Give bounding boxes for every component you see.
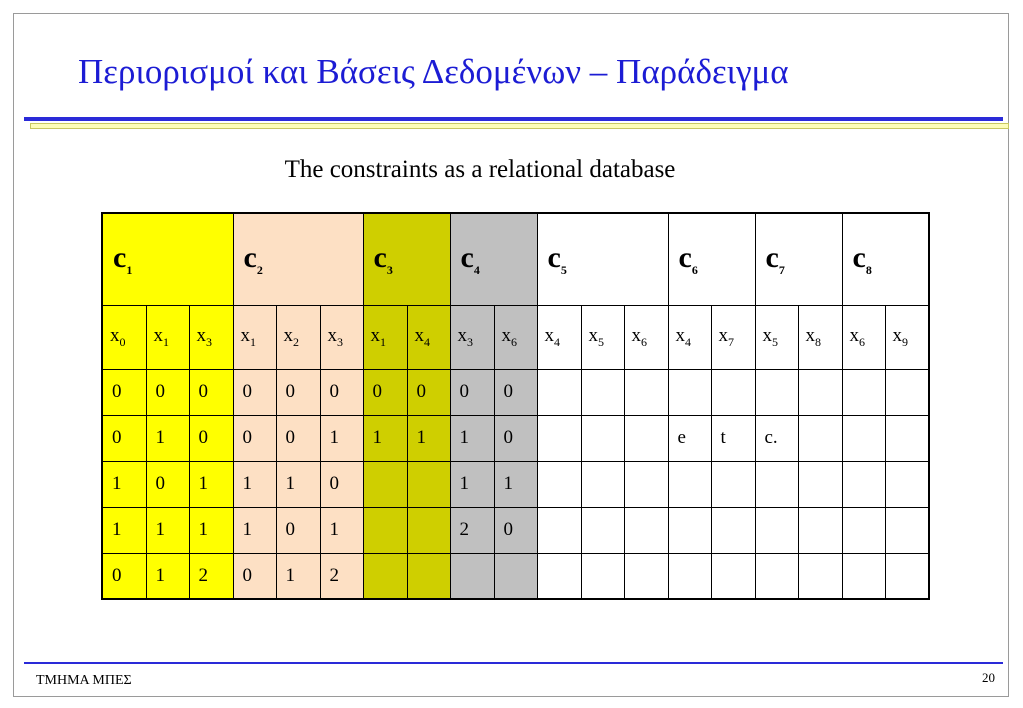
table-cell xyxy=(537,507,581,553)
table-cell: 1 xyxy=(146,553,189,599)
table-cell: 1 xyxy=(189,507,233,553)
table-cell xyxy=(581,553,624,599)
table-cell xyxy=(885,461,929,507)
table-cell xyxy=(711,461,755,507)
table-cell xyxy=(755,461,798,507)
table-cell: 0 xyxy=(450,369,494,415)
title-rule-blue xyxy=(24,117,1003,121)
title-rule-yellow xyxy=(30,123,1009,129)
table-cell: 1 xyxy=(320,507,363,553)
table-cell: t xyxy=(711,415,755,461)
table-cell: 0 xyxy=(102,415,146,461)
table-cell: 0 xyxy=(363,369,407,415)
table-cell xyxy=(537,415,581,461)
table-cell: 0 xyxy=(189,415,233,461)
table-cell: 0 xyxy=(276,415,320,461)
variable-cell: $x_4$ xyxy=(407,305,450,369)
table-cell: 2 xyxy=(320,553,363,599)
table-cell xyxy=(537,369,581,415)
table-cell: 0 xyxy=(233,415,276,461)
table-cell: 0 xyxy=(146,461,189,507)
constraint-c6: $c_6$ xyxy=(668,213,755,305)
table-cell xyxy=(842,553,885,599)
table-cell: 0 xyxy=(494,507,537,553)
table-cell xyxy=(842,415,885,461)
table-caption: The constraints as a relational database xyxy=(284,156,676,183)
table-cell xyxy=(581,507,624,553)
variable-header-row xyxy=(102,305,929,369)
variable-cell: $x_2$ xyxy=(276,305,320,369)
table-cell xyxy=(450,553,494,599)
table-cell xyxy=(363,553,407,599)
table-cell: 1 xyxy=(450,461,494,507)
table-cell xyxy=(711,553,755,599)
table-cell: 1 xyxy=(233,507,276,553)
constraint-c8: $c_8$ xyxy=(842,213,929,305)
constraint-c3: $c_3$ xyxy=(363,213,450,305)
table-cell: 1 xyxy=(494,461,537,507)
table-cell: 0 xyxy=(189,369,233,415)
table-cell xyxy=(581,369,624,415)
table-cell: 0 xyxy=(233,369,276,415)
table-cell xyxy=(885,507,929,553)
table-cell xyxy=(798,415,842,461)
table-cell xyxy=(798,369,842,415)
table-cell xyxy=(537,553,581,599)
footer-rule xyxy=(24,662,1003,664)
table-cell: 1 xyxy=(233,461,276,507)
variable-cell: $x_1$ xyxy=(146,305,189,369)
constraint-c7: $c_7$ xyxy=(755,213,842,305)
table-cell xyxy=(842,461,885,507)
variable-cell: $x_3$ xyxy=(450,305,494,369)
table-cell: 0 xyxy=(146,369,189,415)
table-cell xyxy=(581,415,624,461)
table-cell: 0 xyxy=(276,369,320,415)
table-row xyxy=(102,461,929,507)
table-cell xyxy=(798,507,842,553)
table-cell: 1 xyxy=(102,507,146,553)
table-cell: 2 xyxy=(450,507,494,553)
table-cell xyxy=(755,369,798,415)
variable-cell: $x_7$ xyxy=(711,305,755,369)
table-cell xyxy=(624,461,668,507)
constraint-c5: $c_5$ xyxy=(537,213,668,305)
table-cell: 2 xyxy=(189,553,233,599)
table-cell xyxy=(624,415,668,461)
table-cell xyxy=(885,415,929,461)
table-cell: 0 xyxy=(102,369,146,415)
constraints-table xyxy=(101,212,930,600)
table-cell xyxy=(668,369,711,415)
table-cell: 1 xyxy=(146,415,189,461)
table-row xyxy=(102,507,929,553)
table-cell xyxy=(711,369,755,415)
constraint-header-row xyxy=(102,213,929,305)
table-cell xyxy=(885,369,929,415)
table-cell: 1 xyxy=(276,461,320,507)
constraint-c4: $c_4$ xyxy=(450,213,537,305)
table-cell: 1 xyxy=(407,415,450,461)
table-cell xyxy=(798,461,842,507)
footer-department: ΤΜΗΜΑ ΜΠΕΣ xyxy=(36,673,132,688)
table-cell xyxy=(407,461,450,507)
table-cell xyxy=(842,507,885,553)
table-cell: 0 xyxy=(320,461,363,507)
constraint-c2: $c_2$ xyxy=(233,213,363,305)
table-cell xyxy=(537,461,581,507)
variable-cell: $x_4$ xyxy=(537,305,581,369)
table-cell xyxy=(885,553,929,599)
table-cell: 1 xyxy=(363,415,407,461)
table-cell xyxy=(407,553,450,599)
table-cell xyxy=(798,553,842,599)
table-cell xyxy=(755,507,798,553)
table-cell: c. xyxy=(755,415,798,461)
table-cell: 0 xyxy=(407,369,450,415)
variable-cell: $x_5$ xyxy=(581,305,624,369)
table-cell: 1 xyxy=(189,461,233,507)
variable-cell: $x_6$ xyxy=(494,305,537,369)
table-cell: 0 xyxy=(494,369,537,415)
variable-cell: $x_6$ xyxy=(624,305,668,369)
variable-cell: $x_1$ xyxy=(363,305,407,369)
table-cell: e xyxy=(668,415,711,461)
variable-cell: $x_3$ xyxy=(189,305,233,369)
variable-cell: $x_1$ xyxy=(233,305,276,369)
table-cell xyxy=(363,507,407,553)
table-row xyxy=(102,369,929,415)
table-cell: 0 xyxy=(102,553,146,599)
table-cell xyxy=(668,507,711,553)
table-cell xyxy=(842,369,885,415)
table-cell xyxy=(668,553,711,599)
table-cell: 0 xyxy=(233,553,276,599)
table-cell: 1 xyxy=(102,461,146,507)
table-cell: 0 xyxy=(320,369,363,415)
table-cell xyxy=(494,553,537,599)
table-cell xyxy=(624,369,668,415)
table-cell: 1 xyxy=(320,415,363,461)
table-cell xyxy=(755,553,798,599)
variable-cell: $x_8$ xyxy=(798,305,842,369)
variable-cell: $x_5$ xyxy=(755,305,798,369)
variable-cell: $x_0$ xyxy=(102,305,146,369)
table-cell: 1 xyxy=(146,507,189,553)
page-number: 20 xyxy=(982,670,995,685)
table-cell xyxy=(581,461,624,507)
table-cell xyxy=(711,507,755,553)
constraint-c1: $c_1$ xyxy=(102,213,233,305)
table-cell xyxy=(624,553,668,599)
variable-cell: $x_3$ xyxy=(320,305,363,369)
variable-cell: $x_4$ xyxy=(668,305,711,369)
table-cell: 0 xyxy=(494,415,537,461)
table-body xyxy=(102,369,929,599)
table-cell: 1 xyxy=(450,415,494,461)
table-row xyxy=(102,415,929,461)
table-cell xyxy=(407,507,450,553)
table-row xyxy=(102,553,929,599)
variable-cell: $x_9$ xyxy=(885,305,929,369)
table-cell xyxy=(624,507,668,553)
slide-title: Περιορισμοί και Βάσεις Δεδομένων – Παράδειγμα xyxy=(78,52,789,91)
table-cell xyxy=(363,461,407,507)
variable-cell: $x_6$ xyxy=(842,305,885,369)
table-cell: 0 xyxy=(276,507,320,553)
table-cell xyxy=(668,461,711,507)
table-cell: 1 xyxy=(276,553,320,599)
